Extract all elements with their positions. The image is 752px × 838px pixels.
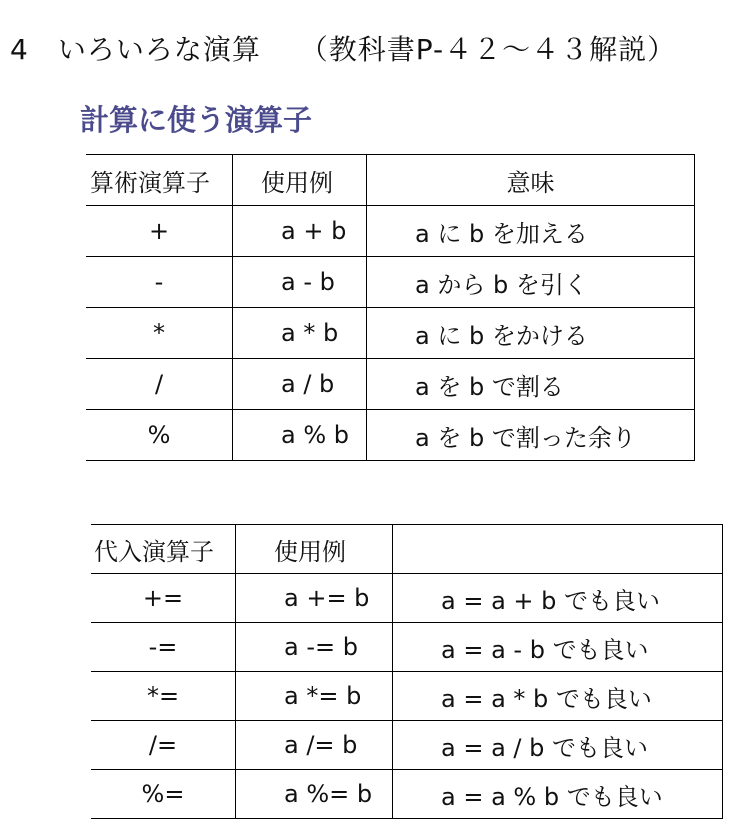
example-cell: a + b xyxy=(233,206,367,257)
operator-cell: %= xyxy=(91,770,236,819)
meaning-cell: a = a / b でも良い xyxy=(393,721,723,770)
header-example: 使用例 xyxy=(233,155,367,206)
operator-cell: += xyxy=(91,574,236,623)
table-row xyxy=(91,574,723,623)
assignment-operators-table xyxy=(91,524,723,819)
operator-cell: - xyxy=(86,257,233,308)
header-meaning: 意味 xyxy=(367,155,695,206)
table-row xyxy=(86,308,695,359)
table-row xyxy=(91,623,723,672)
example-cell: a * b xyxy=(233,308,367,359)
example-cell: a - b xyxy=(233,257,367,308)
table-header-row xyxy=(86,155,695,206)
meaning-cell: a = a * b でも良い xyxy=(393,672,723,721)
example-cell: a -= b xyxy=(236,623,393,672)
operator-cell: * xyxy=(86,308,233,359)
table-row xyxy=(86,257,695,308)
example-cell: a / b xyxy=(233,359,367,410)
section-heading: 計算に使う演算子 xyxy=(80,103,313,137)
meaning-cell: a を b で割る xyxy=(367,359,695,410)
table-header-row xyxy=(91,525,723,574)
example-cell: a += b xyxy=(236,574,393,623)
header-operator: 算術演算子 xyxy=(86,155,233,206)
operator-cell: % xyxy=(86,410,233,461)
meaning-cell: a に b を加える xyxy=(367,206,695,257)
table-row xyxy=(86,359,695,410)
meaning-cell: a = a % b でも良い xyxy=(393,770,723,819)
table-row xyxy=(91,770,723,819)
header-meaning xyxy=(393,525,723,574)
table-row xyxy=(91,721,723,770)
meaning-cell: a に b をかける xyxy=(367,308,695,359)
operator-cell: + xyxy=(86,206,233,257)
example-cell: a %= b xyxy=(236,770,393,819)
meaning-cell: a から b を引く xyxy=(367,257,695,308)
arithmetic-operators-table xyxy=(86,154,695,461)
operator-cell: -= xyxy=(91,623,236,672)
header-example: 使用例 xyxy=(236,525,393,574)
meaning-cell: a を b で割った余り xyxy=(367,410,695,461)
operator-cell: *= xyxy=(91,672,236,721)
operator-cell: / xyxy=(86,359,233,410)
operator-cell: /= xyxy=(91,721,236,770)
table-row xyxy=(91,672,723,721)
meaning-cell: a = a - b でも良い xyxy=(393,623,723,672)
example-cell: a /= b xyxy=(236,721,393,770)
page-title: 4 いろいろな演算 （教科書P-４２～４３解説） xyxy=(10,33,677,66)
header-operator: 代入演算子 xyxy=(91,525,236,574)
table-row xyxy=(86,206,695,257)
example-cell: a % b xyxy=(233,410,367,461)
table-row xyxy=(86,410,695,461)
example-cell: a *= b xyxy=(236,672,393,721)
meaning-cell: a = a + b でも良い xyxy=(393,574,723,623)
